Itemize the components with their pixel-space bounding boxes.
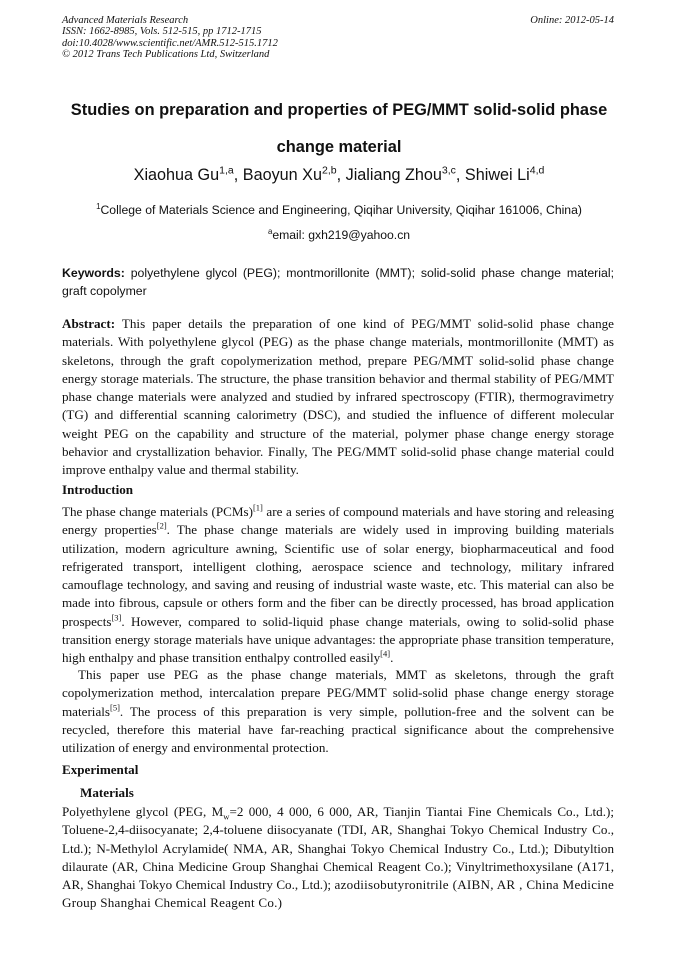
abstract (62, 315, 614, 480)
affiliation (40, 203, 638, 217)
author-sep: , (455, 166, 465, 184)
author-name: Shiwei Li (464, 166, 530, 184)
paper-title (40, 92, 638, 166)
copyright-line: © 2012 Trans Tech Publications Ltd, Switzerland (62, 49, 270, 61)
affiliation-sup: 1 (96, 201, 101, 211)
author-sup: 4,d (529, 164, 545, 177)
author-sup: 2,b (321, 164, 337, 177)
author-sup: 3,c (441, 164, 456, 177)
materials-text: Polyethylene glycol (PEG, M (62, 804, 224, 819)
intro-text: This paper use PEG as the phase change materials, MMT as skeletons, through the graft copolymerization method, intercalation prepare PEG/MMT solid-solid phase change energy storage materials (62, 667, 614, 719)
materials-text: azodiisobutyronitrile (AIBN, AR , China Medicine Group Shanghai Chemical Reagent Co.) (62, 877, 615, 911)
issn-line: ISSN: 1662-8985, Vols. 512-515, pp 1712-1715 (62, 26, 262, 38)
intro-text: . (390, 650, 394, 666)
intro-text: are a series of compound materials and have storing and releasing energy properties (62, 504, 614, 538)
keywords-label: Keywords: (62, 266, 125, 280)
affiliation-text: College of Materials Science and Engineering, Qiqihar University, Qiqihar 161006, China) (100, 203, 582, 217)
intro-text: The phase change materials (PCMs) (62, 504, 253, 519)
intro-text: . However, compared to solid-liquid phase change materials, owing to solid-solid phase transition energy storage materials have unique advantages: the appropriate phase transition temperature, high enthalpy and phase transition enthalpy controlled easily (62, 613, 614, 666)
online-date: Online: 2012-05-14 (530, 15, 614, 26)
journal-name: Advanced Materials Research (62, 15, 189, 26)
subscript: w (223, 811, 230, 822)
intro-text: . The process of this preparation is very simple, pollution-free and the solvent can be recycled, therefore this material have far-reaching practical significance about the comprehensive utilization of energy and environmental protection. (62, 703, 614, 756)
journal-header (62, 15, 614, 61)
author-name: Jialiang Zhou (345, 166, 442, 184)
materials-text: =2 000, 4 000, 6 000, AR, Tianjin Tiantai Fine Chemicals Co., Ltd.); Toluene-2,4-diisocyanate; 2,4-toluene diisocyanate (TDI, AR, Shanghai Tokyo Chemical Industry Co., Ltd.); N-Methylol Acrylamide( NMA, AR, Shanghai Tokyo Chemical Industry Co., Ltd.); Dibutyltion dilaurate (AR, China Medicine Group Shanghai Chemical Reagent Co.); Vinyltrimethoxysilane (A171, AR, Shanghai Tokyo Chemical Industry Co., Ltd.); (62, 804, 614, 893)
citation-ref: [5] (110, 702, 120, 713)
citation-ref: [1] (252, 502, 263, 513)
keywords (62, 264, 614, 300)
introduction-heading: Introduction (62, 482, 134, 497)
materials-paragraph (62, 803, 614, 913)
citation-ref: [3] (111, 612, 122, 623)
author-list (40, 166, 638, 185)
author-sep: , (233, 166, 243, 184)
doi-line: doi:10.4028/www.scientific.net/AMR.512-515.1712 (62, 37, 278, 49)
intro-paragraph-2 (62, 666, 614, 757)
author-name: Baoyun Xu (242, 166, 322, 184)
citation-ref: [2] (156, 520, 167, 531)
experimental-heading: Experimental (62, 762, 139, 777)
author-email (40, 228, 638, 242)
citation-ref: [4] (380, 649, 391, 660)
abstract-text: This paper details the preparation of one kind of PEG/MMT solid-solid phase change materials. With polyethylene glycol (PEG) as the phase change materials, montmorillonite (MMT) as skeletons, through the graft copolymerization method, prepare PEG/MMT solid-solid phase change energy storage materials. The structure, the phase transition behavior and thermal stability of PEG/MMT phase change materials were analyzed and studied by infrared spectroscopy (FTIR), thermogravimetry (TG) and differential scanning calorimetry (DSC), and studied the influence of different molecular weight PEG on the capability and structure of the material, polymer phase change energy storage behavior and crystallization behavior. Finally, The PEG/MMT solid-solid phase change material could improve enthalpy value and thermal stability. (62, 316, 614, 478)
intro-text: . The phase change materials are widely used in improving building materials utilization, modern agriculture awning, Scientific use of solar energy, biopharmaceutical and food refrigerated transport, intelligent clothing, aerospace science and technology, military infrared camouflage technology, and saving and reusing of industrial waste waste, etc. This material can also be made into fibrous, capsule or others form and the fiber can be directly processed, has broad application prospects (62, 522, 614, 629)
author-sep: , (336, 166, 346, 184)
email-text: email: gxh219@yahoo.cn (272, 228, 411, 242)
author-sup: 1,a (219, 164, 234, 177)
materials-heading: Materials (80, 785, 134, 800)
abstract-label: Abstract: (62, 316, 116, 331)
title-line-1: Studies on preparation and properties of PEG/MMT solid-solid phase (70, 101, 608, 119)
author-name: Xiaohua Gu (133, 166, 220, 184)
intro-paragraph-1 (62, 503, 614, 668)
email-sup: a (267, 226, 273, 236)
title-line-2: change material (276, 138, 402, 156)
keywords-text: polyethylene glycol (PEG); montmorillonite (MMT); solid-solid phase change material; graft copolymer (62, 266, 614, 298)
